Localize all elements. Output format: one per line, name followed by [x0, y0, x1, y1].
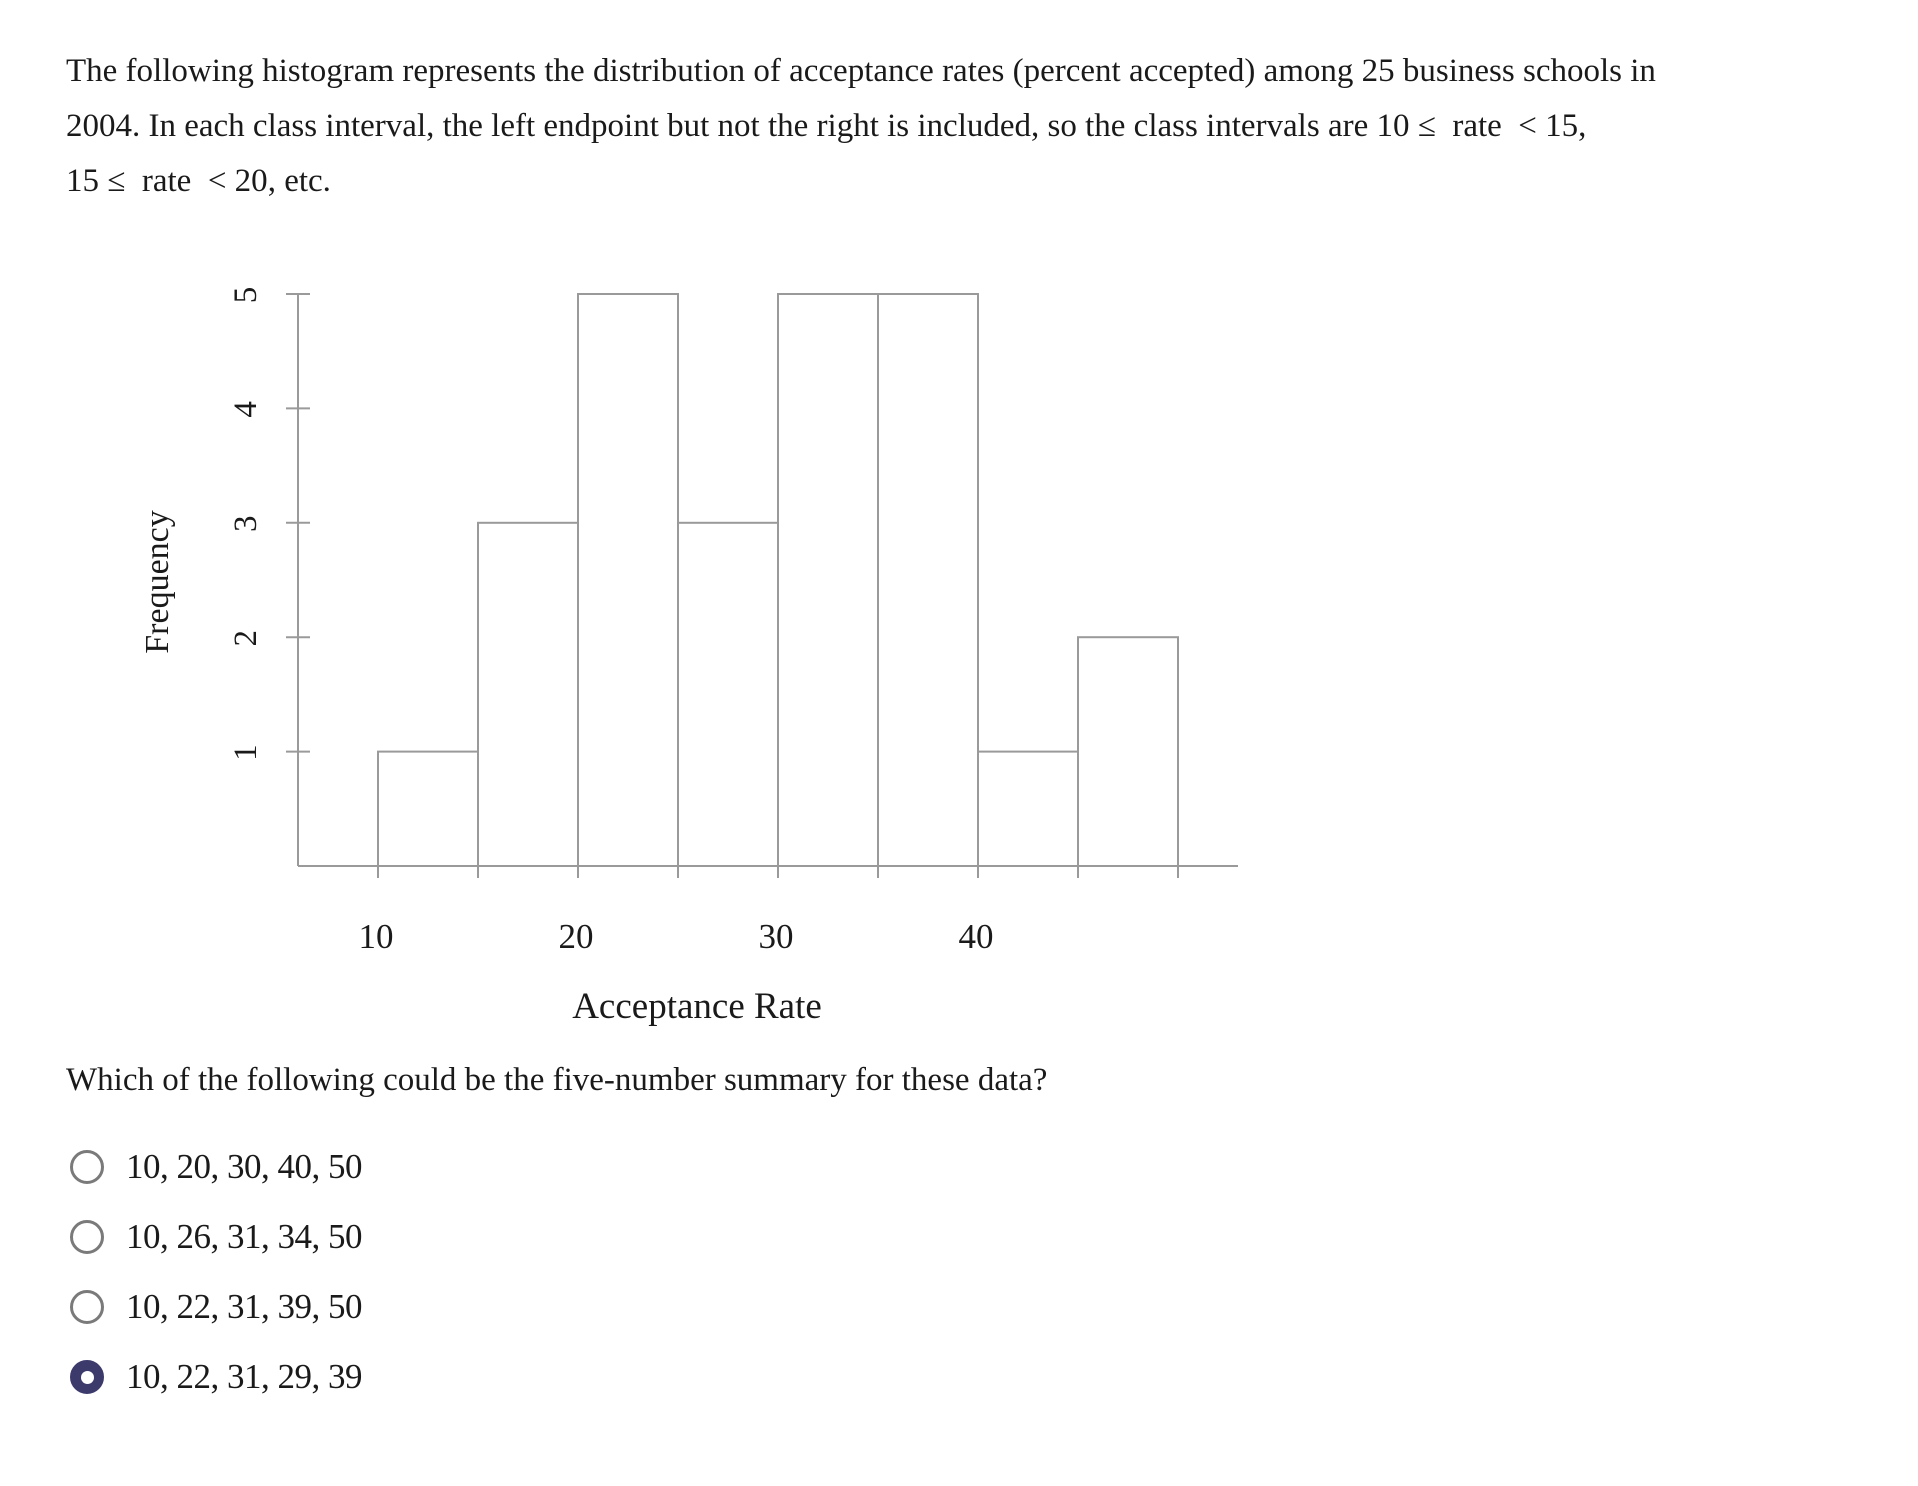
histogram-bar [478, 523, 578, 866]
answer-option-4[interactable] [70, 1342, 362, 1412]
answer-option-label-2: 10, 26, 31, 34, 50 [126, 1217, 362, 1256]
radio-button-2[interactable] [70, 1220, 104, 1254]
y-tick-label: 5 [228, 286, 264, 304]
histogram-bar [578, 294, 678, 866]
x-tick-label: 10 [358, 917, 394, 956]
class-interval-math-2: 15 ≤ rate < 20 [66, 163, 268, 199]
answer-option-label-3: 10, 22, 31, 39, 50 [126, 1287, 362, 1326]
class-interval-math-1: 10 ≤ rate < 15, [1376, 108, 1587, 144]
y-tick-label: 4 [228, 401, 264, 418]
histogram-bar [878, 294, 978, 866]
histogram-bar [678, 523, 778, 866]
y-tick-label: 2 [228, 629, 264, 647]
histogram-bars [378, 294, 1178, 866]
answer-option-label-1: 10, 20, 30, 40, 50 [126, 1147, 362, 1186]
question-line-3-text: , etc. [267, 163, 331, 199]
x-axis-label: Acceptance Rate [572, 986, 822, 1027]
radio-button-4[interactable] [70, 1360, 104, 1394]
y-tick-label: 1 [228, 744, 264, 761]
answer-option-3[interactable] [70, 1272, 362, 1342]
answer-option-1[interactable] [70, 1132, 362, 1202]
radio-button-1[interactable] [70, 1150, 104, 1184]
histogram-bar [978, 752, 1078, 866]
question-line-1: The following histogram represents the distribution of acceptance rates (percent accepted) among 25 business schools in [66, 53, 1656, 89]
answer-option-label-4: 10, 22, 31, 29, 39 [126, 1357, 362, 1396]
answer-options [70, 1132, 362, 1412]
y-axis-label: Frequency [139, 510, 176, 654]
histogram-bar [778, 294, 878, 866]
histogram-bar [1078, 637, 1178, 866]
x-tick-label: 20 [558, 917, 594, 956]
radio-button-3[interactable] [70, 1290, 104, 1324]
answer-option-2[interactable] [70, 1202, 362, 1272]
y-tick-label: 3 [228, 515, 264, 533]
question-line-2-text: 2004. In each class interval, the left endpoint but not the right is included, so the class intervals are [66, 108, 1377, 144]
histogram-bar [378, 752, 478, 866]
x-tick-label: 30 [758, 917, 794, 956]
question-prompt: Which of the following could be the five-number summary for these data? [66, 1062, 1048, 1098]
x-tick-label: 40 [958, 917, 994, 956]
